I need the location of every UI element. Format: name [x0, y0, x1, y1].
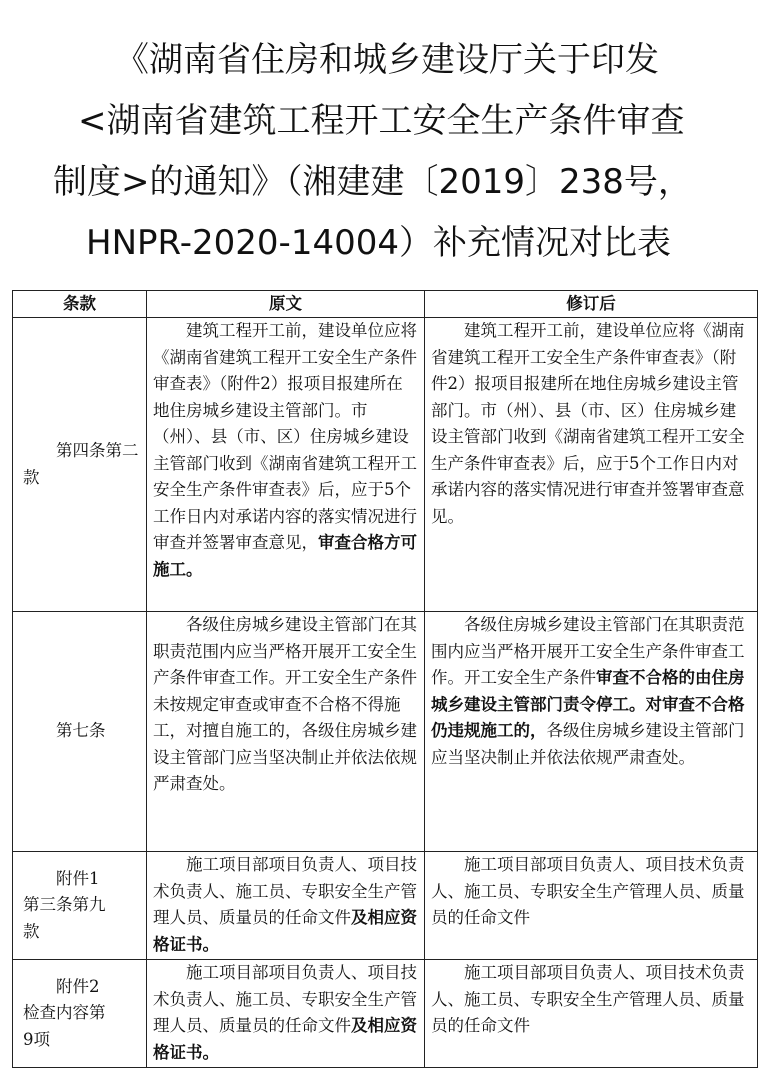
- original-cell: [147, 612, 425, 852]
- table-row: [13, 318, 758, 612]
- comparison-table: [12, 290, 758, 1068]
- clause-cell: [13, 318, 147, 612]
- title-line-4: HNPR-2020-14004）补充情况对比表: [86, 223, 671, 263]
- header-original: 原文: [147, 291, 425, 318]
- revised-text: 施工项目部项目负责人、项目技术负责人、施工员、专职安全生产管理人员、质量员的任命文件: [431, 855, 745, 927]
- clause-cell: [13, 852, 147, 960]
- clause-text: 附件2 检查内容第 9项: [23, 976, 106, 1049]
- clause-text: 第七条: [56, 721, 106, 741]
- revised-cell: [425, 852, 758, 960]
- original-cell: [147, 318, 425, 612]
- clause-text: 附件1 第三条第九 款: [23, 868, 106, 941]
- original-text: 建筑工程开工前，建设单位应将《湖南省建筑工程开工安全生产条件审查表》（附件2）报项目报建所在地住房城乡建设主管部门。市（州）、县（市、区）住房城乡建设主管部门收到《湖南省建筑工程开工安全生产条件审查表》后，应于5个工作日内对承诺内容的落实情况进行审查并签署审查意见，审查合格方可施工。: [153, 321, 417, 579]
- original-text: 施工项目部项目负责人、项目技术负责人、施工员、专职安全生产管理人员、质量员的任命文件及相应资格证书。: [153, 963, 417, 1062]
- table-header-row: [13, 291, 758, 318]
- original-bold-text: 及相应资格证书。: [153, 1016, 417, 1062]
- original-text: 各级住房城乡建设主管部门在其职责范围内应当严格开展开工安全生产条件审查工作。开工安全生产条件未按规定审查或审查不合格不得施工，对擅自施工的，各级住房城乡建设主管部门应当坚决制止并依法依规严肃查处。: [153, 615, 417, 793]
- table-row: [13, 612, 758, 852]
- original-text: 施工项目部项目负责人、项目技术负责人、施工员、专职安全生产管理人员、质量员的任命文件及相应资格证书。: [153, 855, 417, 954]
- original-cell: [147, 960, 425, 1068]
- revised-cell: [425, 960, 758, 1068]
- original-bold-text: 及相应资格证书。: [153, 908, 417, 954]
- table-row: [13, 852, 758, 960]
- revised-text: 建筑工程开工前，建设单位应将《湖南省建筑工程开工安全生产条件审查表》（附件2）报项目报建所在地住房城乡建设主管部门。市（州）、县（市、区）住房城乡建设主管部门收到《湖南省建筑工程开工安全生产条件审查表》后，应于5个工作日内对承诺内容的落实情况进行审查并签署审查意见。: [431, 321, 745, 526]
- clause-cell: [13, 960, 147, 1068]
- original-bold-text: 审查合格方可施工。: [153, 533, 417, 579]
- clause-cell: [13, 612, 147, 852]
- revised-bold-text: 审查不合格的由住房城乡建设主管部门责令停工。对审查不合格仍违规施工的，: [431, 668, 745, 740]
- revised-text: 施工项目部项目负责人、项目技术负责人、施工员、专职安全生产管理人员、质量员的任命文件: [431, 963, 745, 1035]
- header-clause: 条款: [13, 291, 147, 318]
- title-line-3: 制度>的通知》（湘建建〔2019〕238号，: [53, 162, 692, 202]
- document-title: [20, 30, 750, 274]
- table-row: [13, 960, 758, 1068]
- original-cell: [147, 852, 425, 960]
- clause-text: 第四条第二 款: [23, 441, 139, 487]
- revised-text: 各级住房城乡建设主管部门在其职责范围内应当严格开展开工安全生产条件审查工作。开工安全生产条件审查不合格的由住房城乡建设主管部门责令停工。对审查不合格仍违规施工的，各级住房城乡建设主管部门应当坚决制止并依法依规严肃查处。: [431, 615, 745, 767]
- header-revised: 修订后: [425, 291, 758, 318]
- revised-cell: [425, 318, 758, 612]
- title-line-2: <湖南省建筑工程开工安全生产条件审查: [78, 101, 685, 141]
- revised-cell: [425, 612, 758, 852]
- title-line-1: 《湖南省住房和城乡建设厅关于印发: [115, 40, 659, 80]
